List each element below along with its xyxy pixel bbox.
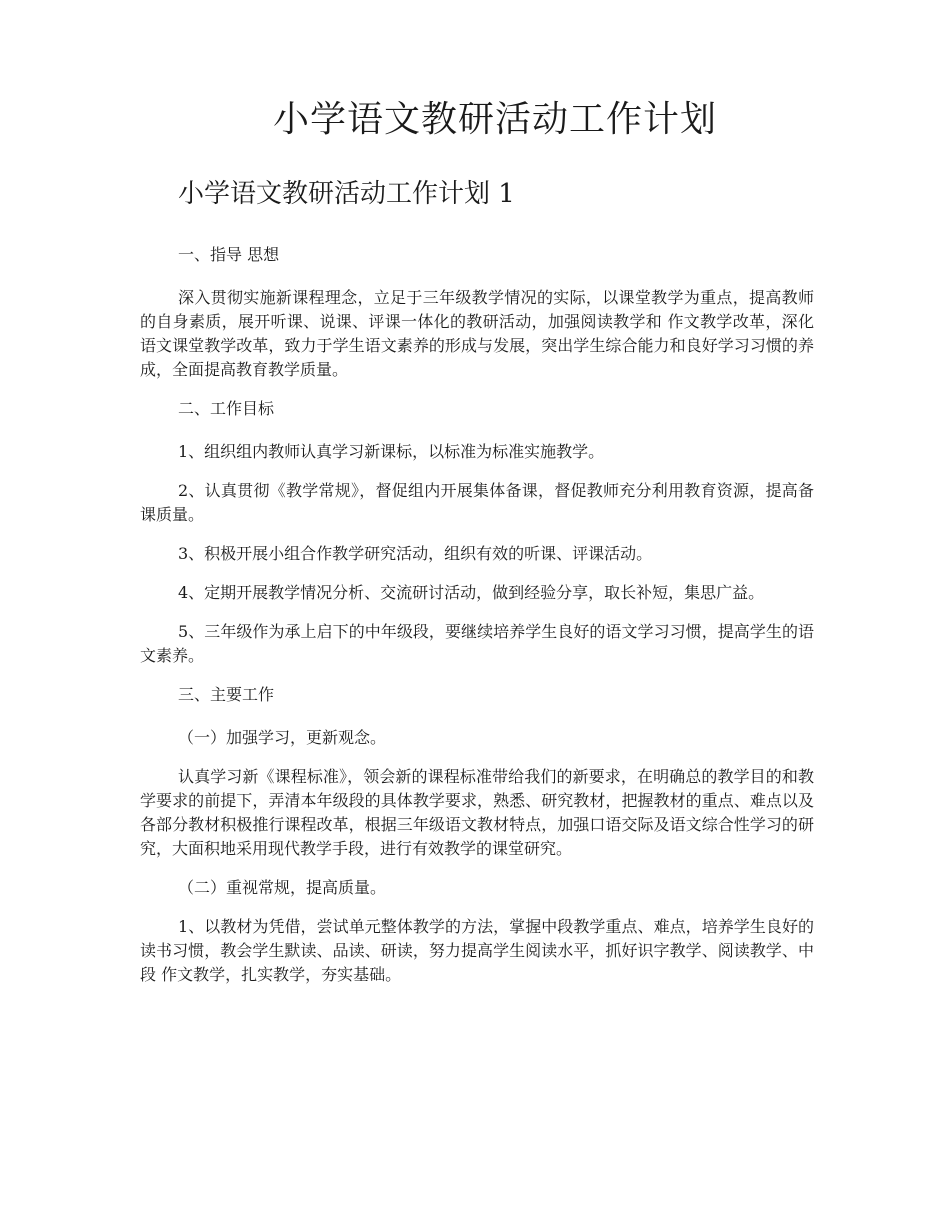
heading-main-work: 三、主要工作 — [178, 685, 275, 704]
paragraph-goal-4: 4、定期开展教学情况分析、交流研讨活动，做到经验分享，取长补短，集思广益。 — [178, 583, 765, 602]
paragraph-goal-5: 5、三年级作为承上启下的中年级段，要继续培养学生良好的语文学习习惯，提高学生的语文素养。 — [140, 622, 814, 665]
section-title: 小学语文教研活动工作计划 1 — [178, 179, 515, 209]
paragraph-study-text: 认真学习新《课程标准》，领会新的课程标准带给我们的新要求，在明确总的教学目的和教学要求的前提下，弄清本年级段的具体教学要求，熟悉、研究教材，把握教材的重点、难点以及各部分教材积极推行课程改革，根据三年级语文教材特点，加强口语交际及语文综合性学习的研究，大面积地采用现代教学手段，进行有效教学的课堂研究。 — [140, 767, 814, 858]
paragraph-routine-1: 1、以教材为凭借，尝试单元整体教学的方法，掌握中段教学重点、难点，培养学生良好的读书习惯，教会学生默读、品读、研读，努力提高学生阅读水平，抓好识字教学、阅读教学、中段 作文教学，扎实教学，夯实基础。 — [140, 917, 814, 984]
heading-work-goals: 二、工作目标 — [178, 399, 275, 418]
subheading-routine: （二）重视常规，提高质量。 — [178, 878, 387, 897]
paragraph-goal-2: 2、认真贯彻《教学常规》，督促组内开展集体备课，督促教师充分利用教育资源，提高备课质量。 — [140, 481, 814, 524]
document-body — [140, 243, 814, 1002]
paragraph-ideology-text: 深入贯彻实施新课程理念，立足于三年级教学情况的实际，以课堂教学为重点，提高教师的自身素质，展开听课、说课、评课一体化的教研活动，加强阅读教学和 作文教学改革，深化语文课堂教学改革，致力于学生语文素养的形成与发展，突出学生综合能力和良好学习习惯的养成，全面提高教育教学质量。 — [140, 288, 814, 379]
subheading-study: （一）加强学习，更新观念。 — [178, 728, 387, 747]
paragraph-goal-3: 3、积极开展小组合作教学研究活动，组织有效的听课、评课活动。 — [178, 544, 653, 563]
document-title: 小学语文教研活动工作计划 — [272, 99, 717, 140]
heading-guiding-ideology: 一、指导 思想 — [178, 245, 280, 264]
paragraph-goal-1: 1、组织组内教师认真学习新课标，以标准为标准实施教学。 — [178, 442, 605, 461]
